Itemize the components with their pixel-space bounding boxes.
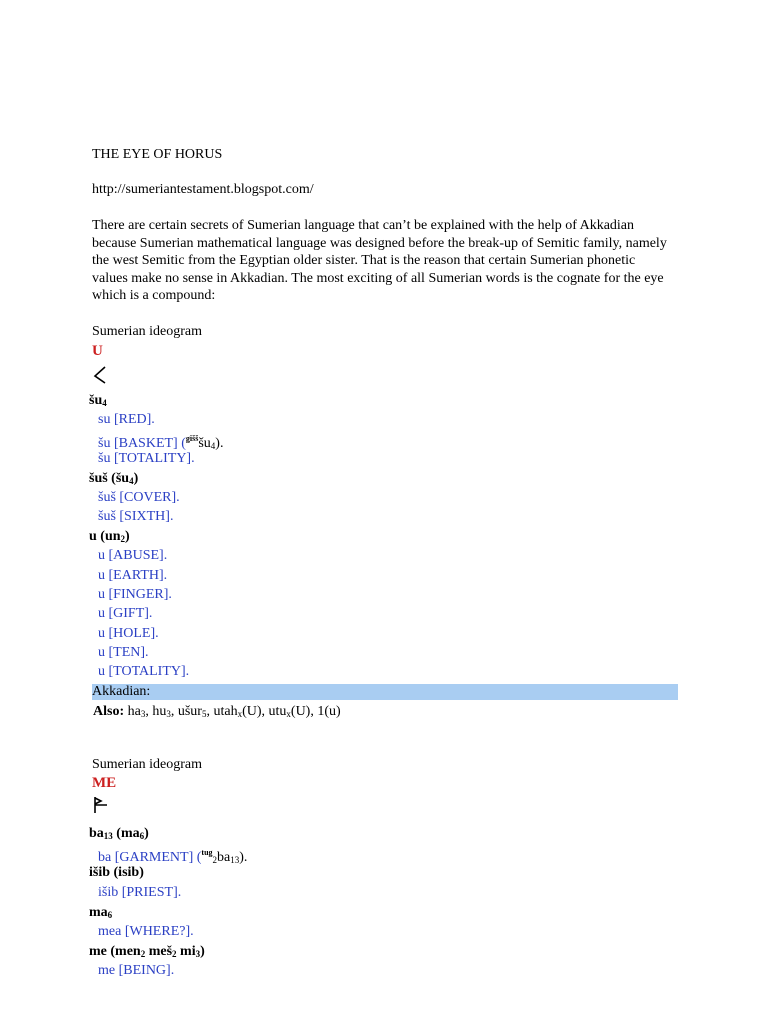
cuneiform-u-glyph: [92, 364, 108, 386]
source-url[interactable]: http://sumeriantestament.blogspot.com/: [92, 182, 314, 197]
akkadian-highlight-bar: [92, 684, 678, 700]
section2-reading4: me (men$_2$ meš$_2$ $mi_3$): [89, 944, 205, 959]
list-item: ba [GARMENT] $(^{tug}_2ba_{13})$.: [98, 848, 248, 865]
section1-reading1: $šu_4$: [89, 393, 107, 408]
section2-reading3: $ma_6$: [89, 905, 113, 920]
section1-heading: Sumerian ideogram: [92, 324, 203, 339]
list-item: u [FINGER].: [98, 587, 172, 602]
list-item: u [TEN].: [98, 645, 149, 660]
section2-sign: ME: [92, 775, 117, 791]
list-item: u [HOLE].: [98, 626, 159, 641]
list-item: u [GIFT].: [98, 606, 153, 621]
list-item: mea [WHERE?].: [98, 924, 194, 939]
section1-reading3: u $(un_2)$: [89, 529, 130, 544]
list-item: u [EARTH].: [98, 568, 168, 583]
section1-sign: U: [92, 343, 103, 359]
list-item: su [RED].: [98, 412, 155, 427]
list-item: šu [BASKET] $(^{gišš}šu_4)$.: [98, 434, 224, 451]
list-item: išib [PRIEST].: [98, 885, 182, 900]
list-item: šu [TOTALITY].: [98, 451, 195, 466]
also-line: Also: $ha_3$, $hu_3$, ušur$_5$, utah$_x$(U), utu$_x$(U), 1(u): [93, 704, 341, 719]
list-item: me [BEING].: [98, 963, 175, 978]
list-item: u [ABUSE].: [98, 548, 168, 563]
section2-reading1: $ba_{13}$ $(ma_6)$: [89, 826, 149, 841]
list-item: u [TOTALITY].: [98, 664, 190, 679]
section2-reading2: išib (isib): [89, 865, 144, 880]
page-title: THE EYE OF HORUS: [92, 147, 223, 162]
section2-heading: Sumerian ideogram: [92, 757, 203, 772]
list-item: šuš [COVER].: [98, 490, 180, 505]
list-item: šuš [SIXTH].: [98, 509, 174, 524]
akkadian-label: Akkadian:: [92, 684, 151, 699]
cuneiform-me-glyph: [92, 795, 110, 817]
section1-reading2: šuš $(šu_4)$: [89, 471, 139, 486]
intro-paragraph: There are certain secrets of Sumerian language that can’t be explained with the help of Akkadian because Sumerian mathematical language was designed before the break-up of Semitic family, namely the west Semitic from the Egyptian older sister. That is the reason that certain Sumerian phonetic values make no sense in Akkadian. The most exciting of all Sumerian words is the cognate for the eye which is a compound:: [92, 218, 667, 303]
